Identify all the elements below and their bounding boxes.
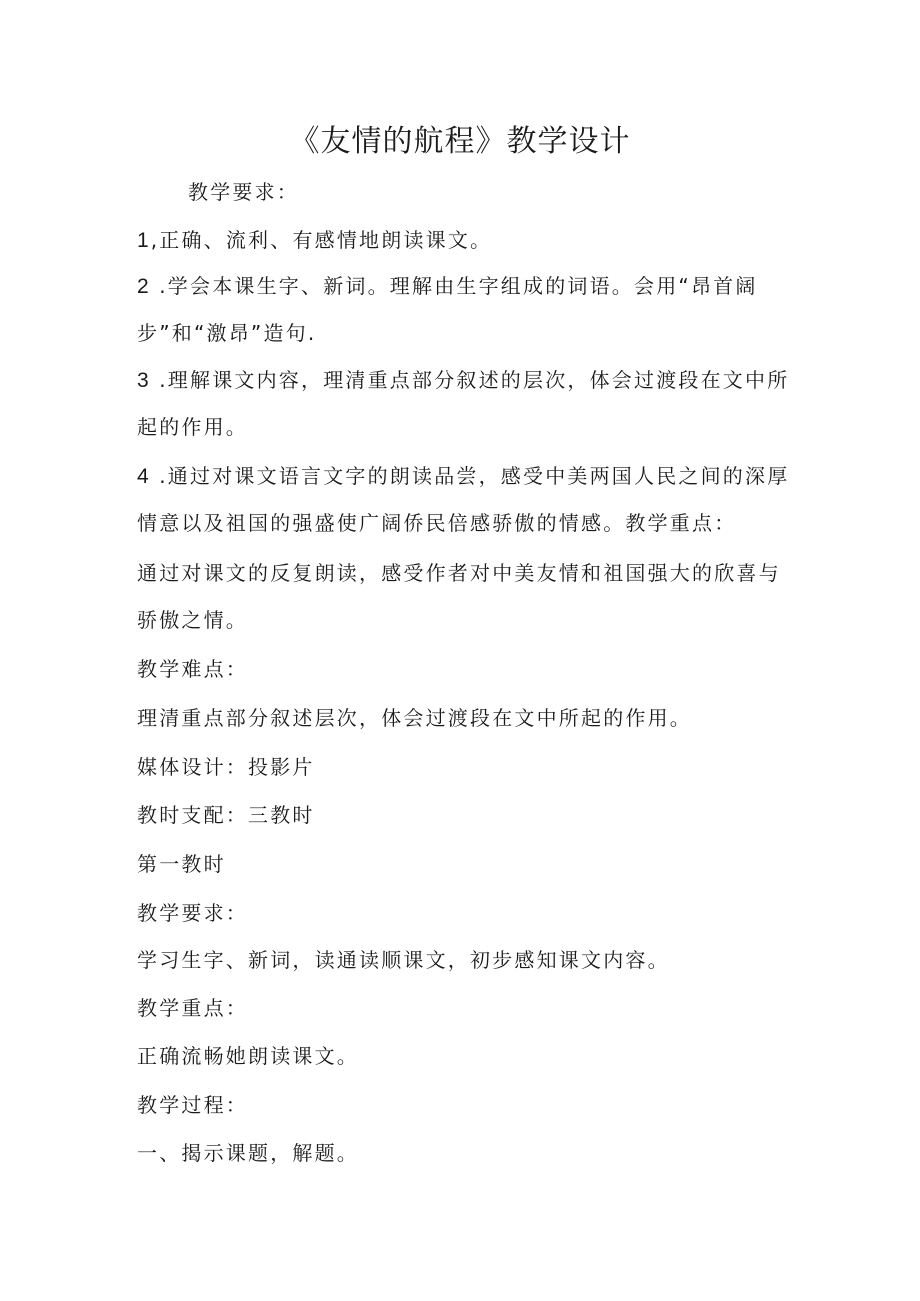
- focus-text-line-1: 通过对课文的反复朗读，感受作者对中美友情和祖国强大的欣喜与: [137, 561, 781, 585]
- media-design: 媒体设计：投影片: [137, 755, 315, 779]
- item-text: .理解课文内容，理清重点部分叙述的层次，体会过渡段在文中所: [150, 368, 790, 392]
- item-text: ,正确、流利、有感情地朗读课文。: [150, 228, 493, 252]
- schedule: 教时支配：三教时: [137, 803, 315, 827]
- item-number: 2: [137, 275, 149, 298]
- item-number: 1: [137, 229, 149, 252]
- item-text: .通过对课文语言文字的朗读品尝，感受中美两国人民之间的深厚: [150, 464, 790, 488]
- requirement-item-4-cont: 情意以及祖国的强盛使广阔侨民倍感骄傲的情感。教学重点：: [137, 511, 737, 535]
- process-heading: 教学过程：: [137, 1093, 248, 1117]
- focus-text-line-2: 骄傲之情。: [137, 608, 248, 632]
- requirement-item-2: [137, 270, 758, 299]
- difficulty-heading: 教学难点：: [137, 657, 248, 681]
- requirement-item-3: [137, 364, 789, 393]
- lesson-focus-text: 正确流畅她朗读课文。: [137, 1044, 359, 1068]
- lesson-requirements-text: 学习生字、新词，读通读顺课文，初步感知课文内容。: [137, 948, 670, 972]
- lesson-focus-heading: 教学重点：: [137, 996, 248, 1020]
- requirement-item-1: [137, 224, 492, 253]
- item-number: 3: [137, 369, 149, 392]
- requirements-heading: 教学要求：: [188, 180, 299, 204]
- lesson-heading: 第一教时: [137, 852, 226, 876]
- requirement-item-2-cont: 步”和“激昂”造句.: [137, 321, 317, 345]
- requirement-item-3-cont: 起的作用。: [137, 415, 248, 439]
- item-number: 4: [137, 465, 149, 488]
- lesson-requirements-heading: 教学要求：: [137, 901, 248, 925]
- item-text: .学会本课生字、新词。理解由生字组成的词语。会用“昂首阔: [150, 274, 758, 298]
- page-title: 《友情的航程》教学设计: [289, 124, 631, 159]
- requirement-item-4: [137, 460, 789, 489]
- process-step-1: 一、揭示课题，解题。: [137, 1141, 359, 1165]
- difficulty-text: 理清重点部分叙述层次，体会过渡段在文中所起的作用。: [137, 706, 692, 730]
